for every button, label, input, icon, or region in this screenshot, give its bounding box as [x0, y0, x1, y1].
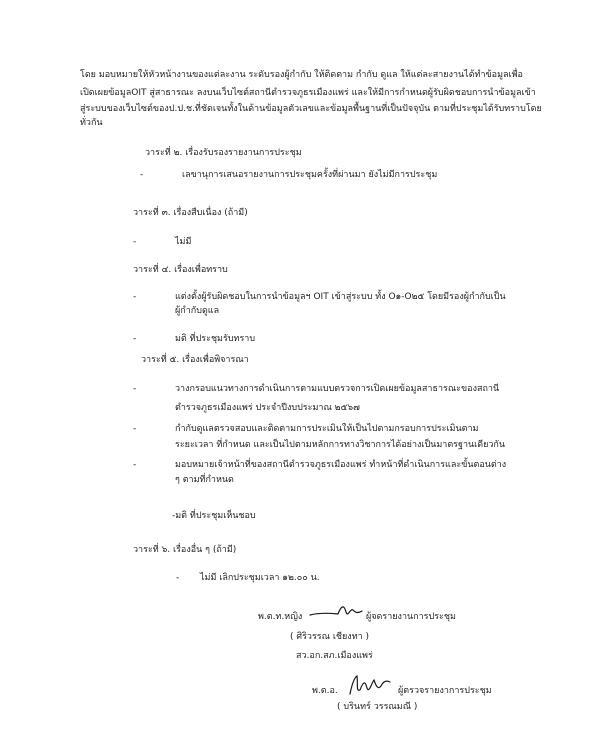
signature-2-handwriting [346, 670, 392, 700]
agenda-2-heading: วาระที่ ๒. เรื่องรับรองรายงานการประชุม [145, 148, 302, 158]
agenda-4-item-1-line-2: ผู้กำกับดูแล [175, 306, 220, 316]
signature-2-role: ผู้ตรวจรายงาการประชุม [398, 686, 492, 696]
agenda-5-item-3-line-1: มอบหมายเจ้าหน้าที่ของสถานีตำรวจภูธรเมืองแพร่ ทำหน้าที่ดำเนินการและขั้นตอนต่าง [175, 460, 507, 470]
agenda-6-item-1: ไม่มี เลิกประชุมเวลา ๑๒.๐๐ น. [200, 573, 320, 583]
agenda-5-item-1-line-1: วางกรอบแนวทางการดำเนินการตามแบบตรวจการเปิดเผยข้อมูลสาธารณะของสถานี [175, 384, 500, 394]
agenda-3-item-1-dash: - [133, 237, 137, 247]
signature-1-role: ผู้จดรายงานการประชุม [366, 612, 456, 622]
intro-line-1: โดย มอบหมายให้หัวหน้างานของแต่ละงาน ระดับรองผู้กำกับ ให้ติดตาม กำกับ ดูแล ให้แต่ละสายงานได้ทำข้อมูลเพื่อ [80, 70, 523, 80]
agenda-5-item-2-dash: - [133, 424, 137, 434]
agenda-5-item-1-line-2: ตำรวจภูธรเมืองแพร่ ประจำปีงบประมาณ ๒๕๖๗ [175, 403, 360, 413]
intro-line-4: ทั่วกัน [80, 118, 103, 128]
agenda-5-resolution: -มติ ที่ประชุมเห็นชอบ [172, 511, 256, 521]
agenda-2-item-1: เลขานุการเสนอรายงานการประชุมครั้งที่ผ่านมา ยังไม่มีการประชุม [182, 170, 438, 180]
agenda-3-item-1: ไม่มี [175, 237, 192, 247]
agenda-6-heading: วาระที่ ๖. เรื่องอื่น ๆ (ถ้ามี) [133, 545, 237, 555]
agenda-6-item-1-dash: - [176, 573, 180, 583]
signature-1-handwriting [308, 600, 364, 624]
agenda-4-item-1-line-1: แต่งตั้งผู้รับผิดชอบในการนำข้อมูลฯ OIT เข้าสู่ระบบ ทั้ง O๑-O๒๕ โดยมีรองผู้กำกับเป็น [175, 292, 506, 302]
agenda-5-heading: วาระที่ ๕. เรื่องเพื่อพิจารณา [141, 355, 249, 365]
signature-1-position: สว.อก.สภ.เมืองแพร่ [296, 651, 373, 661]
agenda-5-item-2-line-1: กำกับดูแลตรวจสอบและติดตามการประเมินให้เป็นไปตามกรอบการประเมินตาม [175, 424, 479, 434]
signature-1-rank: พ.ต.ท.หญิง [258, 612, 303, 622]
agenda-4-item-2: มติ ที่ประชุมรับทราบ [175, 334, 256, 344]
agenda-2-item-1-dash: - [140, 170, 144, 180]
agenda-5-item-2-line-2: ระยะเวลา ที่กำหนด และเป็นไปตามหลักการทางวิชาการได้อย่างเป็นมาตรฐานเดียวกัน [175, 440, 506, 450]
signature-2-rank: พ.ต.อ. [312, 686, 338, 696]
intro-line-2: เปิดเผยข้อมูลOIT สู่สาธารณะ ลงบนเว็บไซต์สถานีตำรวจภูธรเมืองแพร่ และให้มีการกำหนดผู้รับผิดชอบการนำข้อมูลเข้า [80, 88, 536, 98]
agenda-4-heading: วาระที่ ๔. เรื่องเพื่อทราบ [133, 265, 228, 275]
signature-1-name: ( ศิริวรรณ เชียงทา ) [290, 632, 370, 642]
agenda-5-item-3-dash: - [133, 460, 137, 470]
signature-2-name: ( บรินทร์ วรรณมณี ) [337, 702, 418, 712]
agenda-5-item-3-line-2: ๆ ตามที่กำหนด [175, 475, 234, 485]
agenda-4-item-2-dash: - [133, 334, 137, 344]
intro-line-3: สู่ระบบของเว็บไซต์ของป.ป.ช.ที่ชัดเจนทั้งในด้านข้อมูลตัวเลขและข้อมูลพื้นฐานที่เป็นปัจจุบัน ตามที่ประชุมได้รับทราบโดย [80, 104, 542, 114]
agenda-4-item-1-dash: - [133, 292, 137, 302]
agenda-3-heading: วาระที่ ๓. เรื่องสืบเนื่อง (ถ้ามี) [133, 208, 248, 218]
agenda-5-item-1-dash: - [133, 384, 137, 394]
